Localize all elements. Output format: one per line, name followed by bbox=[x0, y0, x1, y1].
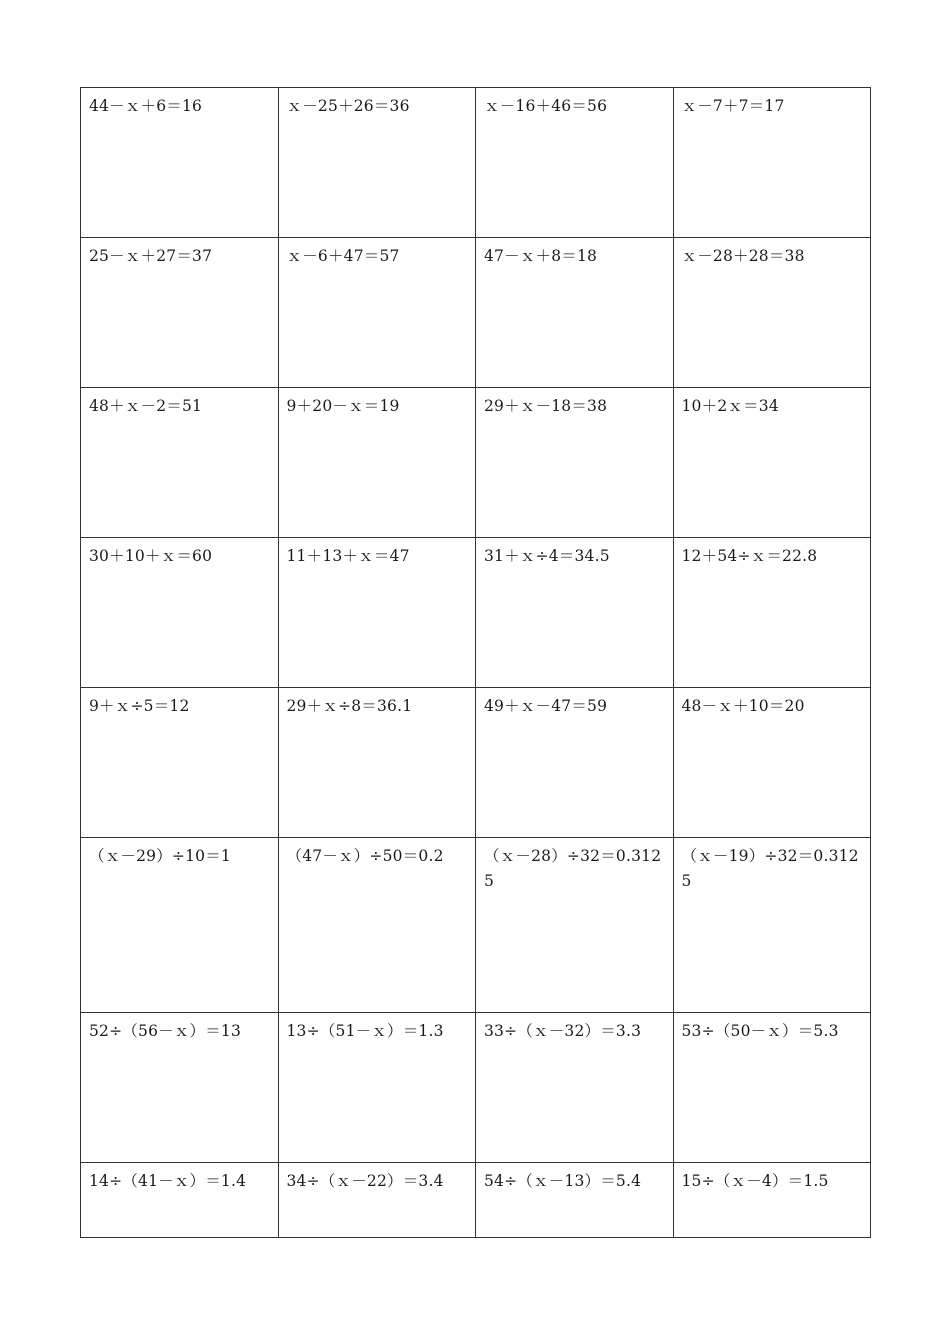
equation-cell: 11＋13＋ｘ＝47 bbox=[278, 538, 476, 688]
table-row bbox=[81, 388, 871, 538]
table-row bbox=[81, 538, 871, 688]
table-row bbox=[81, 1013, 871, 1163]
equation-cell: （ｘ－19）÷32＝0.3125 bbox=[673, 838, 871, 1013]
equation-cell: 9＋ｘ÷5＝12 bbox=[81, 688, 279, 838]
equation-cell: 14÷（41－ｘ）＝1.4 bbox=[81, 1163, 279, 1238]
table-row bbox=[81, 838, 871, 1013]
equation-cell: 54÷（ｘ－13）＝5.4 bbox=[476, 1163, 674, 1238]
equation-cell: 33÷（ｘ－32）＝3.3 bbox=[476, 1013, 674, 1163]
equation-cell: 13÷（51－ｘ）＝1.3 bbox=[278, 1013, 476, 1163]
equation-cell: ｘ－6＋47＝57 bbox=[278, 238, 476, 388]
equation-cell: ｘ－25＋26＝36 bbox=[278, 88, 476, 238]
table-row bbox=[81, 1163, 871, 1238]
equation-cell: 53÷（50－ｘ）＝5.3 bbox=[673, 1013, 871, 1163]
equation-cell: ｘ－16＋46＝56 bbox=[476, 88, 674, 238]
equation-cell: 48－ｘ＋10＝20 bbox=[673, 688, 871, 838]
equation-cell: 10＋2ｘ＝34 bbox=[673, 388, 871, 538]
equation-worksheet-table bbox=[80, 87, 871, 1238]
equation-cell: 29＋ｘ－18＝38 bbox=[476, 388, 674, 538]
equation-cell: （47－ｘ）÷50＝0.2 bbox=[278, 838, 476, 1013]
equation-cell: 25－ｘ＋27＝37 bbox=[81, 238, 279, 388]
table-row bbox=[81, 238, 871, 388]
equation-cell: 47－ｘ＋8＝18 bbox=[476, 238, 674, 388]
equation-cell: （ｘ－29）÷10＝1 bbox=[81, 838, 279, 1013]
equation-cell: 52÷（56－ｘ）＝13 bbox=[81, 1013, 279, 1163]
equation-cell: ｘ－7＋7＝17 bbox=[673, 88, 871, 238]
equation-cell: 34÷（ｘ－22）＝3.4 bbox=[278, 1163, 476, 1238]
table-row bbox=[81, 88, 871, 238]
equation-cell: 29＋ｘ÷8＝36.1 bbox=[278, 688, 476, 838]
equation-cell: 12＋54÷ｘ＝22.8 bbox=[673, 538, 871, 688]
table-row bbox=[81, 688, 871, 838]
equation-cell: 9＋20－ｘ＝19 bbox=[278, 388, 476, 538]
equation-cell: 48＋ｘ－2＝51 bbox=[81, 388, 279, 538]
equation-cell: 31＋ｘ÷4＝34.5 bbox=[476, 538, 674, 688]
equation-cell: 30＋10＋ｘ＝60 bbox=[81, 538, 279, 688]
equation-cell: 44－ｘ＋6＝16 bbox=[81, 88, 279, 238]
equation-cell: （ｘ－28）÷32＝0.3125 bbox=[476, 838, 674, 1013]
equation-cell: ｘ－28＋28＝38 bbox=[673, 238, 871, 388]
equation-cell: 15÷（ｘ－4）＝1.5 bbox=[673, 1163, 871, 1238]
equation-cell: 49＋ｘ－47＝59 bbox=[476, 688, 674, 838]
